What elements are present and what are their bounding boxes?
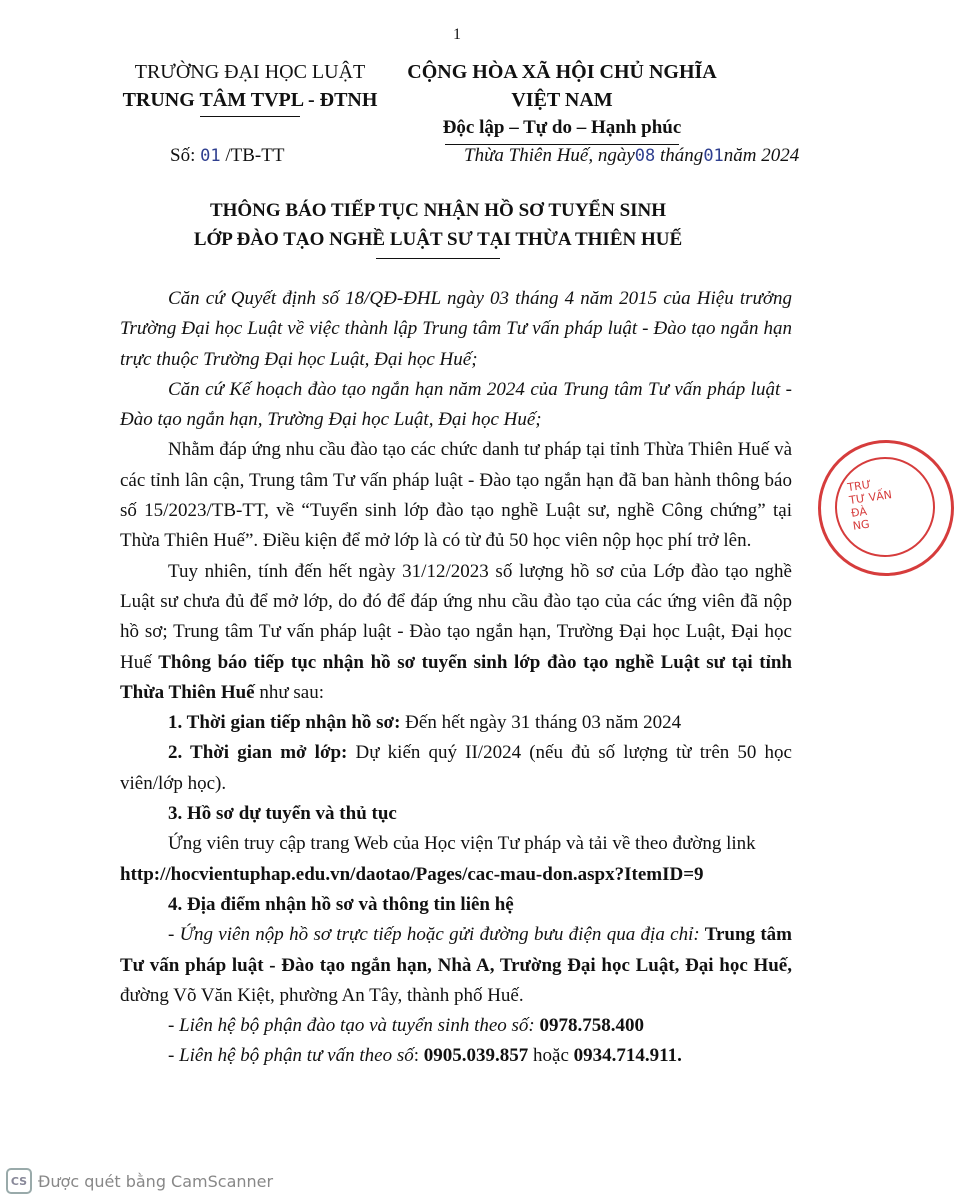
section-4-label: 4. Địa điểm nhận hồ sơ và thông tin liên hệ xyxy=(168,893,514,915)
section-1 xyxy=(120,708,792,738)
title-line-1: THÔNG BÁO TIẾP TỤC NHẬN HỒ SƠ TUYỂN SINH xyxy=(209,200,667,221)
section-3-text: Ứng viên truy cập trang Web của Học viện Tư pháp và tải về theo đường link xyxy=(168,833,756,855)
notice-bold: Thông báo tiếp tục nhận hồ sơ tuyển sinh lớp đào tạo nghề Luật sư tại tỉnh Thừa Thiên Huế xyxy=(120,651,793,703)
national-motto: Độc lập – Tự do – Hạnh phúc xyxy=(442,117,682,138)
stamp-text: TRƯ TƯ VẤN ĐÀ NG xyxy=(846,477,893,533)
watermark-text: Được quét bằng CamScanner xyxy=(38,1171,274,1191)
section-2-text: Dự kiến quý II/2024 (nếu đủ số lượng từ trên 50 học viên/lớp học). xyxy=(120,742,792,794)
paragraph-purpose: Nhằm đáp ứng nhu cầu đào tạo các chức danh tư pháp tại tỉnh Thừa Thiên Huế và các tỉnh lân cận, Trung tâm Tư vấn pháp luật - Đào tạo ngắn hạn đã ban hành thông báo số 15/2023/TB-TT, về “Tuyển sinh lớp đào tạo nghề Luật sư, nghề Công chứng” tại Thừa Thiên Huế”. Điều kiện để mở lớp là có từ đủ 50 học viên nộp học phí trở lên. xyxy=(120,439,792,552)
camscanner-icon: CS xyxy=(6,1168,32,1194)
title-line-2: LỚP ĐÀO TẠO NGHỀ LUẬT SƯ TẠI THỪA THIÊN HUẾ xyxy=(193,229,683,250)
section-1-label: 1. Thời gian tiếp nhận hồ sơ: xyxy=(168,712,401,734)
paragraph-basis-1: Căn cứ Quyết định số 18/QĐ-ĐHL ngày 03 tháng 4 năm 2015 của Hiệu trưởng Trường Đại học Luật về việc thành lập Trung tâm Tư vấn pháp luật - Đào tạo ngắn hạn trực thuộc Trường Đại học Luật, Đại học Huế; xyxy=(120,288,792,370)
university-name: TRƯỜNG ĐẠI HỌC LUẬT xyxy=(134,61,366,83)
number-suffix: /TB-TT xyxy=(225,145,285,166)
section-1-text: Đến hết ngày 31 tháng 03 năm 2024 xyxy=(400,712,682,734)
advice-contact-or: hoặc xyxy=(528,1045,569,1067)
date-year: năm 2024 xyxy=(723,145,800,166)
national-header xyxy=(392,58,732,145)
number-prefix: Số: xyxy=(170,145,196,166)
date-month-label: tháng xyxy=(660,145,704,166)
title-underline xyxy=(376,258,500,259)
training-contact-number: 0978.758.400 xyxy=(534,1015,645,1037)
document-title xyxy=(0,196,876,259)
section-4-training-contact xyxy=(120,1011,792,1041)
issuer-header xyxy=(120,58,380,117)
advice-contact-number-1: 0905.039.857 xyxy=(419,1045,529,1067)
paragraph-basis-2: Căn cứ Kế hoạch đào tạo ngắn hạn năm 2024 của Trung tâm Tư vấn pháp luật - Đào tạo ngắn hạn, Trường Đại học Luật, Đại học Huế; xyxy=(120,378,792,431)
document-body xyxy=(120,284,792,1072)
section-4-advice-contact xyxy=(120,1041,792,1071)
advice-contact-label: - Liên hệ bộ phận tư vấn theo số xyxy=(168,1045,414,1067)
address-intro: - Ứng viên nộp hồ sơ trực tiếp hoặc gửi đường bưu điện qua địa chỉ: xyxy=(168,924,700,946)
issuer-underline xyxy=(200,116,300,117)
page-number: 1 xyxy=(453,26,461,43)
document-date xyxy=(464,145,799,167)
section-3-label: 3. Hồ sơ dự tuyển và thủ tục xyxy=(168,803,397,825)
document-number xyxy=(170,145,284,167)
advice-contact-number-2: 0934.714.911. xyxy=(568,1045,682,1067)
advice-contact-colon: : xyxy=(413,1045,420,1067)
date-day: 08 xyxy=(634,146,656,166)
scanner-watermark xyxy=(6,1168,273,1194)
registration-link[interactable]: http://hocvientuphap.edu.vn/daotao/Pages/cac-mau-don.aspx?ItemID=9 xyxy=(120,863,704,885)
number-value: 01 xyxy=(200,146,221,166)
date-month: 01 xyxy=(703,146,724,166)
section-2 xyxy=(120,738,792,799)
training-contact-label: - Liên hệ bộ phận đào tạo và tuyển sinh theo số: xyxy=(168,1015,535,1037)
notice-text: Tuy nhiên, tính đến hết ngày 31/12/2023 số lượng hồ sơ của Lớp đào tạo nghề Luật sư chưa đủ để mở lớp, do đó để đáp ứng nhu cầu đào tạo của các ứng viên đã nộp hồ sơ; Trung tâm Tư vấn pháp luật - Đào tạo ngắn hạn, Trường Đại học Luật, Đại học Huế xyxy=(120,560,792,673)
date-place: Thừa Thiên Huế, ngày xyxy=(464,145,635,166)
section-2-label: 2. Thời gian mở lớp: xyxy=(168,742,348,764)
address-tail: đường Võ Văn Kiệt, phường An Tây, thành phố Huế. xyxy=(120,984,524,1006)
address-bold: Trung tâm Tư vấn pháp luật - Đào tạo ngắn hạn, Nhà A, Trường Đại học Luật, Đại học Huế, xyxy=(120,924,793,976)
center-name: TRUNG TÂM TVPL - ĐTNH xyxy=(122,89,378,111)
paragraph-notice xyxy=(120,557,792,708)
country-name: CỘNG HÒA XÃ HỘI CHỦ NGHĨA VIỆT NAM xyxy=(407,61,717,111)
section-4-address xyxy=(120,920,792,1011)
notice-tail: như sau: xyxy=(254,681,325,703)
